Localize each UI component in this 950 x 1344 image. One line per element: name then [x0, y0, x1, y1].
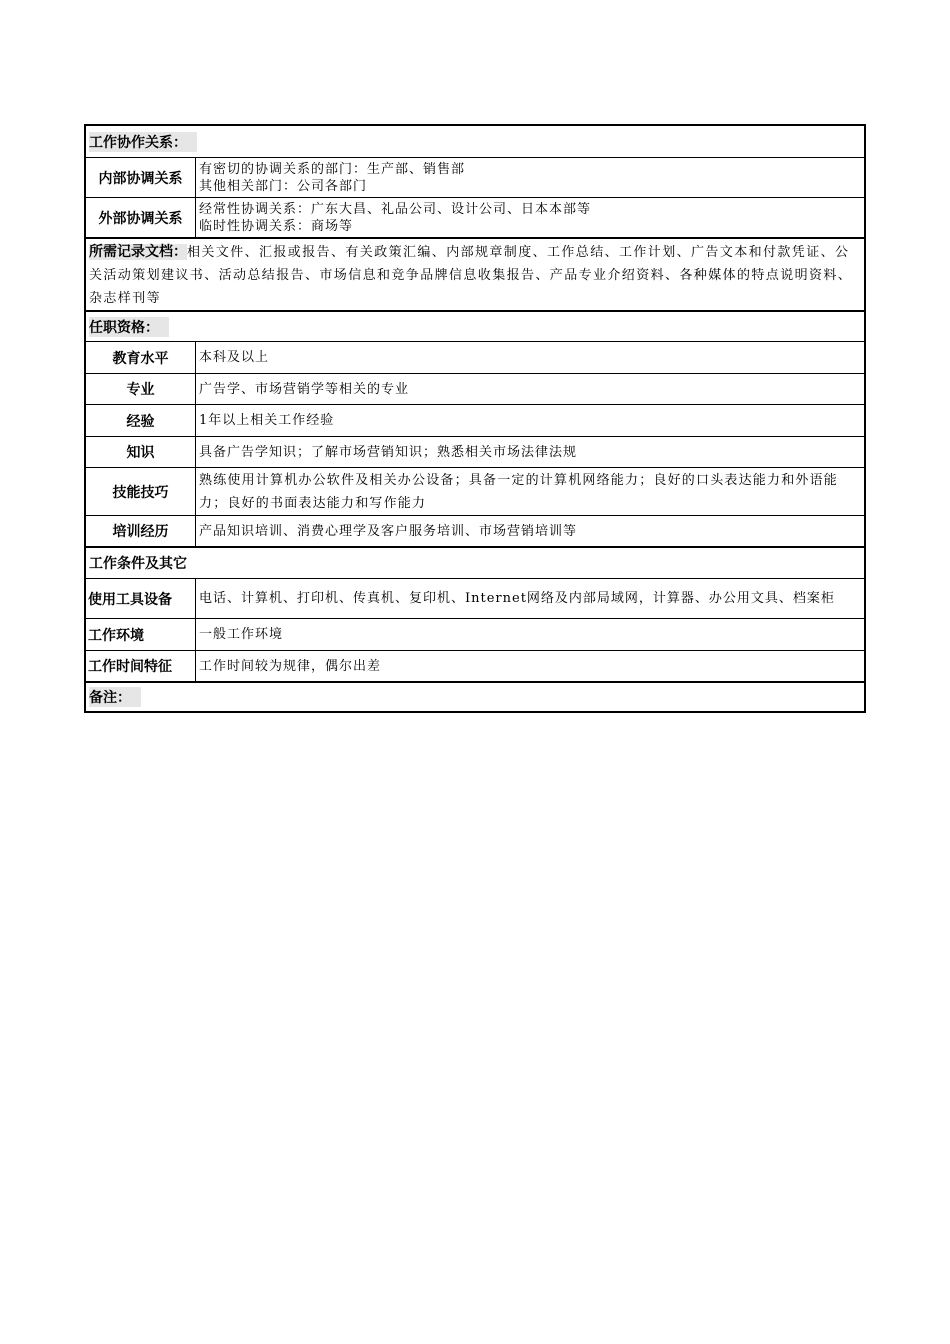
records-label: 所需记录文档：: [89, 244, 187, 260]
section-title-qualifications: 任职资格：: [89, 317, 169, 337]
value-training: 产品知识培训、消费心理学及客户服务培训、市场营销培训等: [199, 523, 578, 539]
row-external-coordination: [86, 197, 864, 237]
row-internal-coordination: [86, 157, 864, 197]
value-internal-coordination: [196, 158, 864, 197]
label-major: 专业: [86, 374, 196, 404]
internal-coordination-line2: 其他相关部门：公司各部门: [199, 178, 368, 194]
section-qualifications: [86, 310, 864, 341]
section-title-conditions: 工作条件及其它: [89, 556, 187, 572]
section-title-coordination: 工作协作关系：: [89, 132, 197, 152]
label-internal-coordination: 内部协调关系: [86, 158, 196, 197]
value-education: 本科及以上: [199, 350, 270, 365]
label-hours: 工作时间特征: [86, 651, 196, 681]
value-external-coordination: [196, 198, 864, 237]
row-environment: [86, 618, 864, 650]
external-coordination-line2: 临时性协调关系：商场等: [199, 218, 354, 234]
job-description-table: [84, 124, 866, 713]
row-knowledge: [86, 436, 864, 467]
section-remarks: [86, 681, 864, 711]
label-experience: 经验: [86, 405, 196, 436]
label-tools: 使用工具设备: [86, 579, 196, 618]
internal-coordination-line1: 有密切的协调关系的部门：生产部、销售部: [199, 161, 466, 177]
value-experience: 1年以上相关工作经验: [199, 413, 335, 428]
label-environment: 工作环境: [86, 619, 196, 650]
section-coordination: [86, 126, 864, 157]
value-major: 广告学、市场营销学等相关的专业: [199, 381, 410, 397]
row-training: [86, 515, 864, 546]
row-hours: [86, 650, 864, 681]
row-records: [86, 237, 864, 310]
value-knowledge: 具备广告学知识；了解市场营销知识；熟悉相关市场法律法规: [199, 444, 578, 460]
value-environment: 一般工作环境: [199, 627, 284, 642]
value-hours: 工作时间较为规律，偶尔出差: [199, 658, 382, 674]
row-experience: [86, 404, 864, 436]
label-skills: 技能技巧: [86, 468, 196, 515]
external-coordination-line1: 经常性协调关系：广东大昌、礼品公司、设计公司、日本本部等: [199, 201, 592, 217]
label-knowledge: 知识: [86, 437, 196, 467]
label-education: 教育水平: [86, 342, 196, 373]
value-skills: 熟练使用计算机办公软件及相关办公设备；具备一定的计算机网络能力；良好的口头表达能力和外语能力；良好的书面表达能力和写作能力: [199, 472, 839, 511]
records-paragraph: [86, 239, 864, 310]
label-external-coordination: 外部协调关系: [86, 198, 196, 237]
row-tools: [86, 578, 864, 618]
row-major: [86, 373, 864, 404]
section-conditions: [86, 546, 864, 578]
records-text: 相关文件、汇报或报告、有关政策汇编、内部规章制度、工作总结、工作计划、广告文本和付款凭证、公关活动策划建议书、活动总结报告、市场信息和竞争品牌信息收集报告、产品专业介绍资料、各种媒体的特点说明资料、杂志样刊等: [89, 245, 853, 306]
label-training: 培训经历: [86, 516, 196, 546]
section-title-remarks: 备注：: [89, 687, 141, 707]
row-education: [86, 341, 864, 373]
row-skills: [86, 467, 864, 515]
value-tools: 电话、计算机、打印机、传真机、复印机、Internet网络及内部局域网，计算器、办公用文具、档案柜: [199, 591, 835, 606]
